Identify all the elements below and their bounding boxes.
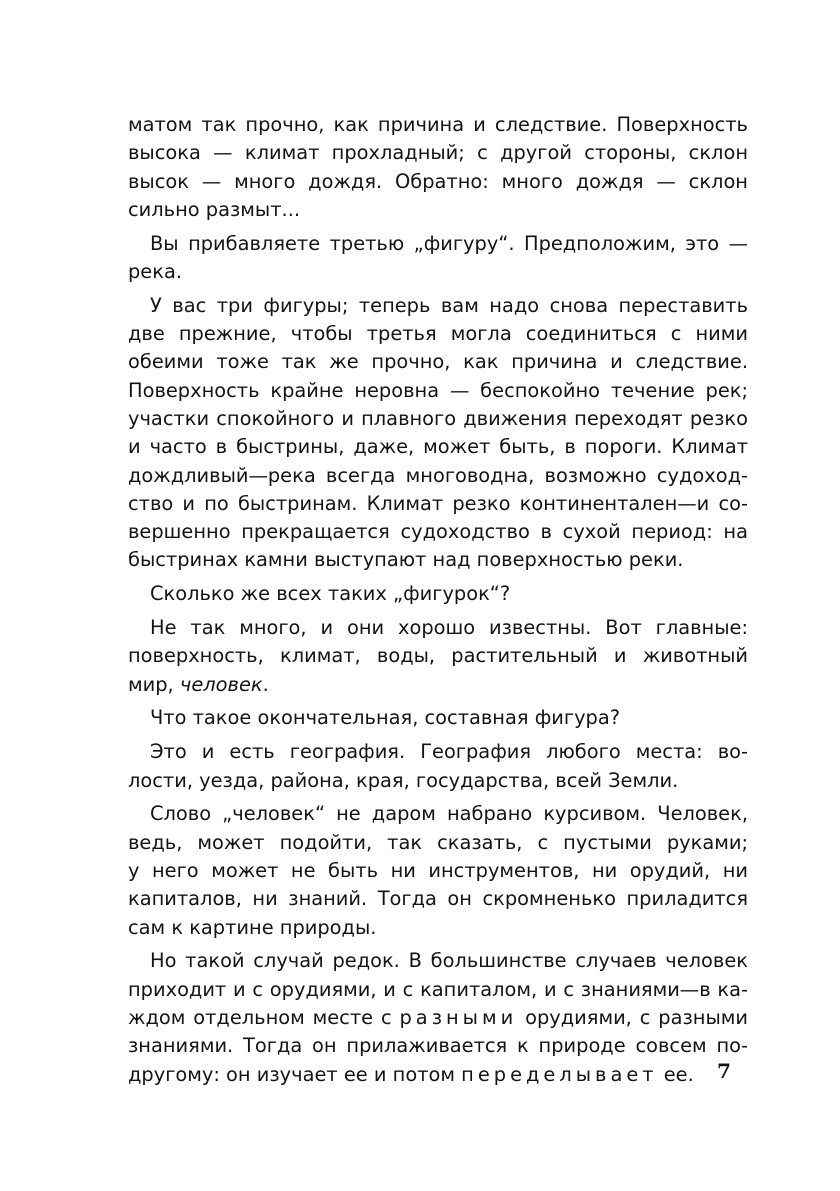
- text-line: вершенно прекращается судоходство в сухой период: на: [128, 520, 748, 544]
- text-line: Слово „человек“ не даром набрано курсивом. Человек,: [150, 802, 748, 826]
- text-line: Вы прибавляете третью „фигуру“. Предположим, это —: [150, 231, 748, 255]
- text-line: [128, 671, 748, 699]
- text-line: капиталов, ни знаний. Тогда он скромненько приладится: [128, 887, 748, 911]
- text-line: дождливый—река всегда многоводна, возможно судоход-: [128, 463, 748, 487]
- text-line: сильно размыт...: [128, 197, 301, 221]
- page-number: 7: [717, 1059, 731, 1083]
- text-run: мир,: [128, 672, 180, 696]
- text-line: быстринах камни выступают над поверхностью реки.: [128, 548, 684, 572]
- text-line: Не так много, и они хорошо известны. Вот главные:: [150, 616, 748, 640]
- text-line: высок — много дождя. Обратно: много дождя — склон: [128, 169, 748, 193]
- text-line: две прежние, чтобы третья могла соединиться с ними: [128, 322, 748, 346]
- spaced-word: разными: [399, 1005, 518, 1029]
- text-line: У вас три фигуры; теперь вам надо снова переставить: [150, 293, 748, 317]
- text-line: ство и по быстринам. Климат резко континентален—и со-: [128, 491, 748, 515]
- text-line: Что такое окончательная, составная фигура?: [150, 706, 621, 730]
- text-run: ждом отдельном месте с: [128, 1005, 400, 1029]
- paragraph: [128, 704, 748, 732]
- text-run: другому: он изучает ее и потом: [128, 1062, 462, 1086]
- paragraph: [128, 580, 748, 608]
- paragraph: [128, 292, 748, 575]
- paragraph: [128, 614, 748, 699]
- text-line: поверхность, климат, воды, растительный и животный: [128, 644, 748, 668]
- text-line: [128, 1004, 748, 1032]
- text-line: Поверхность крайне неровна — беспокойно течение рек;: [128, 378, 748, 402]
- text-line: лости, уезда, района, края, государства, всей Земли.: [128, 768, 679, 792]
- paragraph: [128, 800, 748, 941]
- text-line: приходит и с орудиями, и с капиталом, и с знаниями—в ка-: [128, 977, 748, 1001]
- text-line: река.: [128, 259, 182, 283]
- paragraph: [128, 230, 748, 287]
- paragraph: [128, 111, 748, 224]
- page-text: [128, 111, 748, 1089]
- text-line: матом так прочно, как причина и следствие. Поверхность: [128, 113, 748, 136]
- text-line: у него может не быть ни инструментов, ни орудий, ни: [128, 858, 748, 882]
- text-line: сам к картине природы.: [128, 915, 377, 939]
- text-run: ее.: [657, 1062, 694, 1086]
- text-line: Сколько же всех таких „фигурок“?: [150, 582, 511, 606]
- text-line: Это и есть география. География любого места: во-: [150, 740, 748, 764]
- text-run: .: [262, 672, 269, 696]
- text-line: Но такой случай редок. В большинстве случаев человек: [150, 949, 748, 973]
- paragraph: [128, 738, 748, 795]
- text-line: обеими тоже так же прочно, как причина и следствие.: [128, 350, 748, 374]
- text-line: знаниями. Тогда он прилаживается к природе совсем по-: [128, 1034, 748, 1058]
- text-line: участки спокойного и плавного движения переходят резко: [128, 406, 748, 430]
- paragraph: [128, 947, 748, 1088]
- text-line: [128, 1061, 748, 1089]
- italic-word: человек: [179, 672, 263, 696]
- spaced-word: переделывает: [461, 1062, 658, 1086]
- text-line: высока — климат прохладный; с другой стороны, склон: [128, 141, 748, 165]
- text-line: ведь, может подойти, так сказать, с пустыми руками;: [128, 830, 748, 854]
- text-run: орудиями, с разными: [517, 1005, 748, 1029]
- text-line: и часто в быстрины, даже, может быть, в пороги. Климат: [128, 435, 748, 459]
